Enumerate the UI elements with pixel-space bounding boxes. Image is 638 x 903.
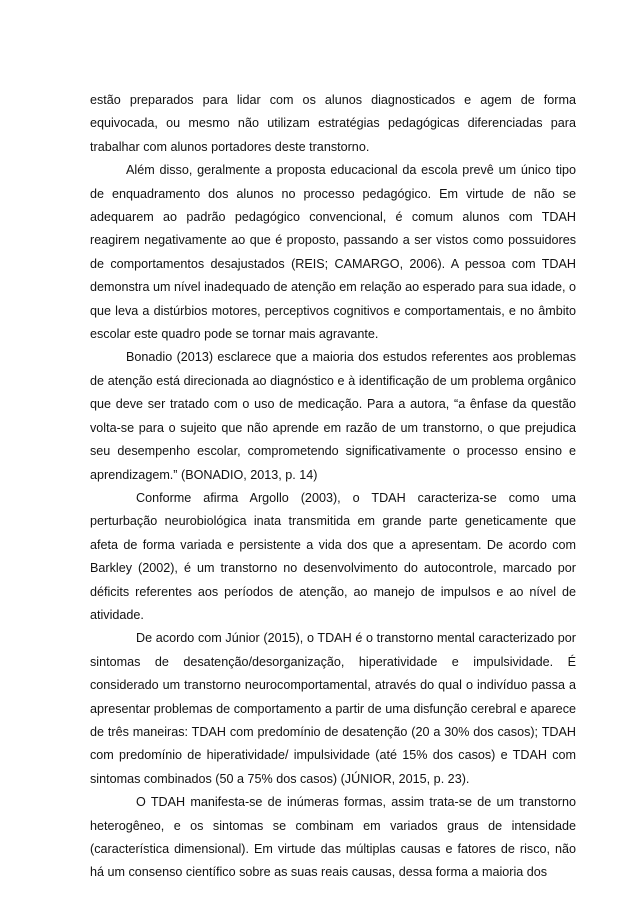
paragraph-bonadio: Bonadio (2013) esclarece que a maioria dos estudos referentes aos problemas de atenção está direcionada ao diagnóstico e à identificação de um problema orgânico que deve ser tratado com o uso de medicação. Para a autora, “a ênfase da questão volta-se para o sujeito que não aprende em razão de um transtorno, o que prejudica seu desempenho escolar, comprometendo significativamente o processo ensino e aprendizagem.” (BONADIO, 2013, p. 14) [90, 350, 576, 482]
paragraph-continuation: estão preparados para lidar com os alunos diagnosticados e agem de forma equivocada, ou mesmo não utilizam estratégias pedagógicas diferenciadas para trabalhar com alunos portadores deste transtorno. [90, 93, 576, 154]
paragraph-manifestacoes: O TDAH manifesta-se de inúmeras formas, assim trata-se de um transtorno heterogêneo, e os sintomas se combinam em variados graus de intensidade (característica dimensional). Em virtude das múltiplas causas e fatores de risco, não há um consenso científico sobre as suas reais causas, dessa forma a maioria dos [90, 795, 576, 880]
paragraph-argollo: Conforme afirma Argollo (2003), o TDAH caracteriza-se como uma perturbação neurobiológica inata transmitida em grande parte geneticamente que afeta de forma variada e persistente a vida dos que a apresentam. De acordo com Barkley (2002), é um transtorno no desenvolvimento do autocontrole, marcado por déficits referentes aos períodos de atenção, ao manejo de impulsos e ao nível de atividade. [90, 490, 576, 622]
paragraph-proposta-educacional: Além disso, geralmente a proposta educacional da escola prevê um único tipo de enquadramento dos alunos no processo pedagógico. Em virtude de não se adequarem ao padrão pedagógico convencional, é comum alunos com TDAH reagirem negativamente ao que é proposto, passando a ser vistos como possuidores de comportamentos desajustados (REIS; CAMARGO, 2006). A pessoa com TDAH demonstra um nível inadequado de atenção em relação ao esperado para sua idade, o que leva a distúrbios motores, perceptivos cognitivos e comportamentais, e no âmbito escolar este quadro pode se tornar mais agravante. [90, 163, 576, 342]
document-page [90, 89, 576, 885]
paragraph-junior: De acordo com Júnior (2015), o TDAH é o transtorno mental caracterizado por sintomas de desatenção/desorganização, hiperatividade e impulsividade. É considerado um transtorno neurocomportamental, através do qual o indivíduo passa a apresentar problemas de comportamento a partir de uma disfunção cerebral e aparece de três maneiras: TDAH com predomínio de desatenção (20 a 30% dos casos); TDAH com predomínio de hiperatividade/ impulsividade (até 15% dos casos) e TDAH com sintomas combinados (50 a 75% dos casos) (JÚNIOR, 2015, p. 23). [90, 631, 576, 786]
